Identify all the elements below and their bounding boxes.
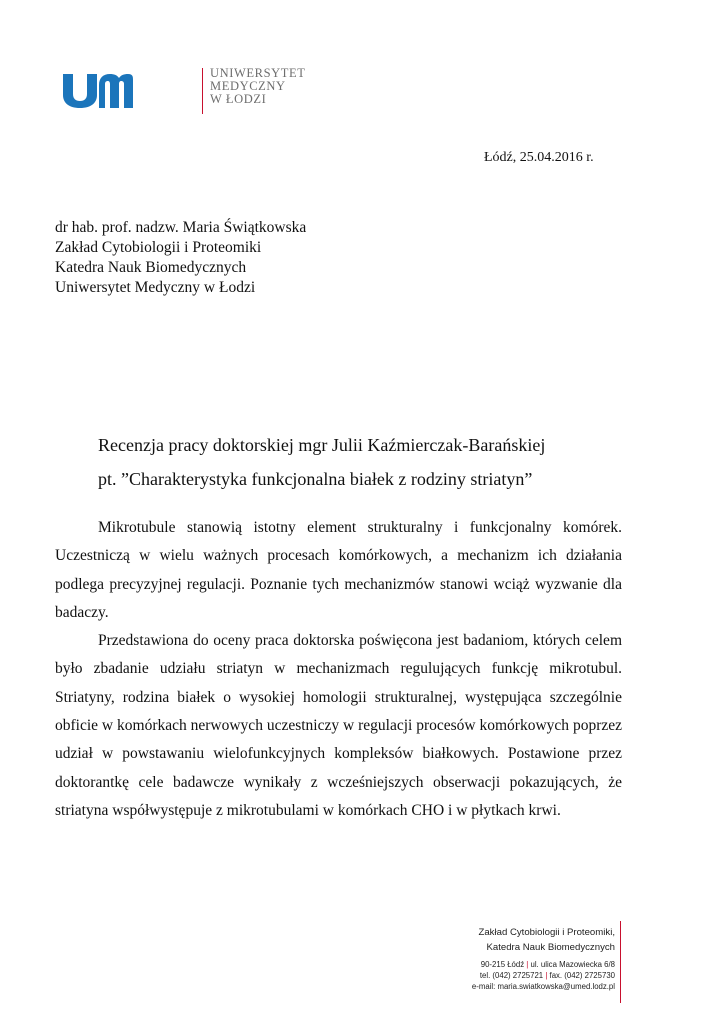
footer-postal: 90-215 Łódź [480,960,525,969]
review-title-line-2: pt. ”Charakterystyka funkcjonalna białek z rodziny striatyn” [98,469,533,489]
footer-address [472,959,615,970]
review-body [55,514,622,825]
logo-line-3: W ŁODZI [210,92,267,106]
footer-dept-line-2: Katedra Nauk Biomedycznych [486,942,615,953]
review-title [98,428,545,496]
footer-tel: tel. (042) 2725721 [479,971,544,980]
footer-separator: | [526,960,529,969]
logo-wordmark [210,67,305,106]
letter-footer [472,925,615,992]
logo-line-2: MEDYCZNY [210,79,286,93]
footer-street: ul. ulica Mazowiecka 6/8 [530,960,615,969]
address-line: dr hab. prof. nadzw. Maria Świątkowska [55,219,307,236]
footer-email[interactable]: e-mail: maria.swiatkowska@umed.lodz.pl [471,982,615,991]
review-title-line-1: Recenzja pracy doktorskiej mgr Julii Kaźmierczak-Barańskiej [98,435,546,455]
footer-accent-line [620,921,621,1003]
footer-dept-line-1: Zakład Cytobiologii i Proteomiki, [478,927,615,938]
recipient-address [55,218,306,298]
body-paragraph: Mikrotubule stanowią istotny element strukturalny i funkcjonalny komórek. Uczestniczą w wielu ważnych procesach komórkowych, a mechanizm ich działania podlega precyzyjnej regulacji. Poznanie tych mechanizmów stanowi wciąż wyzwanie dla badaczy. [55,519,622,621]
letter-date: Łódź, 25.04.2016 r. [484,150,594,165]
logo-line-1: UNIWERSYTET [210,66,306,80]
logo-divider [202,68,203,114]
footer-fax: fax. (042) 2725730 [549,971,615,980]
footer-phone [472,970,615,981]
body-paragraph: Przedstawiona do oceny praca doktorska poświęcona jest badaniom, których celem było zbadanie udziału striatyn w mechanizmach regulujących funkcję mikrotubul. Striatyny, rodzina białek o wysokiej homologii strukturalnej, występująca szczególnie obficie w komórkach nerwowych uczestniczy w regulacji procesów komórkowych poprzez udział w powstawaniu wielofunkcyjnych kompleksów białkowych. Postawione przez doktorantkę cele badawcze wynikały z wcześniejszych obserwacji pokazujących, że striatyna współwystępuje z mikrotubulami w komórkach CHO i w płytkach krwi. [55,632,622,819]
university-logo [63,66,306,118]
address-line: Uniwersytet Medyczny w Łodzi [55,279,256,296]
um-logo-mark [63,68,133,108]
address-line: Zakład Cytobiologii i Proteomiki [55,239,262,256]
address-line: Katedra Nauk Biomedycznych [55,259,247,276]
footer-separator: | [545,971,548,980]
